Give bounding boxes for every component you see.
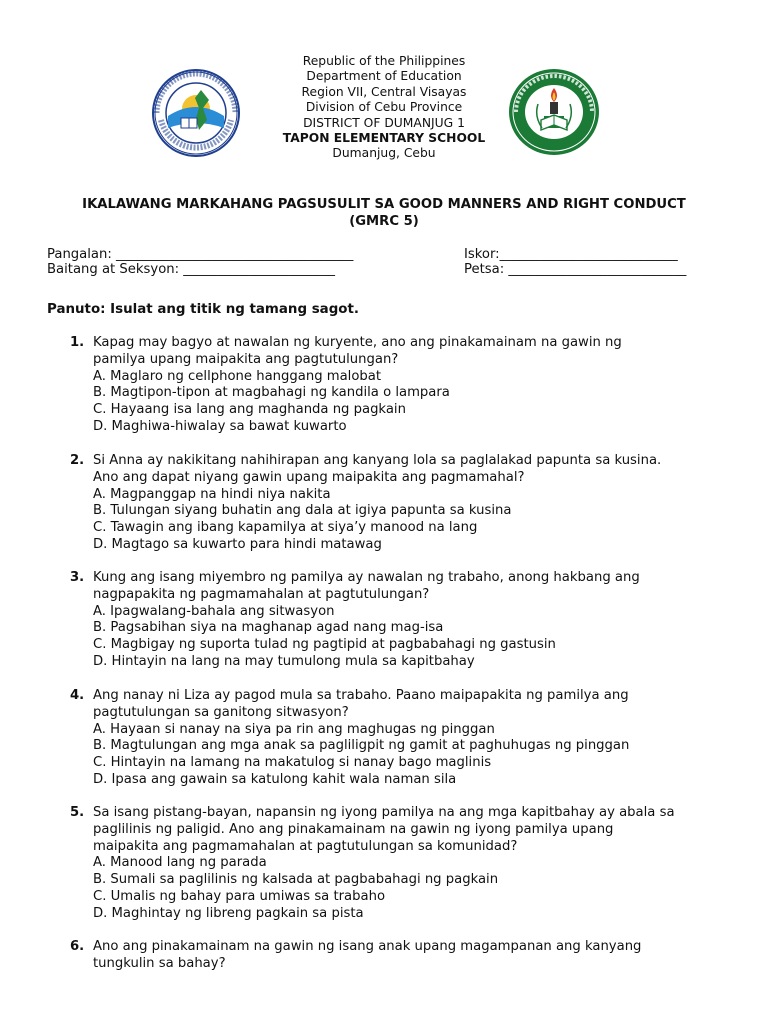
answer-option: B. Magtipon-tipon at magbahagi ng kandila o lampara xyxy=(93,385,450,401)
question-text: Ano ang dapat niyang gawin upang maipakita ang pagmamahal? xyxy=(93,469,525,485)
question-text: pamilya upang maipakita ang pagtutulungan? xyxy=(93,351,399,367)
question-number: 2. xyxy=(70,453,85,468)
name-field[interactable]: Pangalan: ____________________________________ xyxy=(47,247,354,262)
question-text: Kapag may bagyo at nawalan ng kuryente, ano ang pinakamainam na gawin ng xyxy=(93,335,622,350)
answer-option: B. Magtulungan ang mga anak sa pagliligpit ng gamit at paghuhugas ng pinggan xyxy=(93,738,630,754)
date-field[interactable]: Petsa: ___________________________ xyxy=(464,262,687,277)
section-field[interactable]: Baitang at Seksyon: _______________________ xyxy=(47,262,335,277)
question-number: 5. xyxy=(70,805,85,820)
question-number: 1. xyxy=(70,335,85,350)
answer-option: C. Tawagin ang ibang kapamilya at siya’y manood na lang xyxy=(93,520,478,536)
question-text: Kung ang isang miyembro ng pamilya ay nawalan ng trabaho, anong hakbang ang xyxy=(93,570,640,585)
question-item xyxy=(70,805,730,923)
question-text: Si Anna ay nakikitang nahihirapan ang kanyang lola sa paglalakad papunta sa kusina. xyxy=(93,453,662,468)
question-text: maipakita ang pagmamahalan at pagtutulungan sa komunidad? xyxy=(93,838,518,854)
question-item xyxy=(70,453,730,554)
exam-title-line: IKALAWANG MARKAHANG PAGSUSULIT SA GOOD MANNERS AND RIGHT CONDUCT xyxy=(82,197,686,212)
question-text: Ang nanay ni Liza ay pagod mula sa trabaho. Paano maipapakita ng pamilya ang xyxy=(93,688,629,703)
question-text: nagpapakita ng pagmamahalan at pagtutulungan? xyxy=(93,586,430,602)
question-text: Sa isang pistang-bayan, napansin ng iyong pamilya na ang mga kapitbahay ay abala sa xyxy=(93,805,675,820)
answer-option: B. Tulungan siyang buhatin ang dala at igiya papunta sa kusina xyxy=(93,503,512,519)
header-line: DISTRICT OF DUMANJUG 1 xyxy=(303,115,465,130)
question-text: paglilinis ng paligid. Ano ang pinakamainam na gawin ng iyong pamilya upang xyxy=(93,821,614,837)
answer-option: D. Maghintay ng libreng pagkain sa pista xyxy=(93,905,364,921)
answer-option: D. Hintayin na lang na may tumulong mula sa kapitbahay xyxy=(93,653,475,669)
question-number: 6. xyxy=(70,939,85,954)
question-item xyxy=(70,335,730,436)
question-item xyxy=(70,939,730,973)
document-header xyxy=(0,54,768,162)
answer-option: A. Maglaro ng cellphone hanggang malobat xyxy=(93,368,382,384)
exam-title xyxy=(40,196,728,230)
answer-option: A. Ipagwalang-bahala ang sitwasyon xyxy=(93,603,335,619)
exam-title-subject: (GMRC 5) xyxy=(349,214,419,229)
answer-option: D. Ipasa ang gawain sa katulong kahit wala naman sila xyxy=(93,771,457,787)
answer-option: D. Maghiwa-hiwalay sa bawat kuwarto xyxy=(93,418,347,434)
score-field[interactable]: Iskor:___________________________ xyxy=(464,247,678,262)
question-number: 3. xyxy=(70,570,85,585)
school-name: TAPON ELEMENTARY SCHOOL xyxy=(282,131,486,146)
answer-option: C. Hintayin na lamang na makatulog si nanay bago maglinis xyxy=(93,755,492,771)
question-number: 4. xyxy=(70,688,85,703)
question-text: tungkulin sa bahay? xyxy=(93,955,226,971)
instructions: Panuto: Isulat ang titik ng tamang sagot. xyxy=(47,302,359,317)
header-line: Department of Education xyxy=(306,69,462,84)
answer-option: C. Umalis ng bahay para umiwas sa trabaho xyxy=(93,888,386,904)
question-text: pagtutulungan sa ganitong sitwasyon? xyxy=(93,704,349,720)
school-location: Dumanjug, Cebu xyxy=(332,146,436,161)
answer-option: A. Magpanggap na hindi niya nakita xyxy=(93,486,331,502)
answer-option: A. Manood lang ng parada xyxy=(93,855,267,871)
question-text: Ano ang pinakamainam na gawin ng isang anak upang magampanan ang kanyang xyxy=(93,939,642,954)
header-line: Region VII, Central Visayas xyxy=(301,84,467,99)
answer-option: B. Pagsabihan siya na maghanap agad nang mag-isa xyxy=(93,620,444,636)
answer-option: C. Hayaang isa lang ang maghanda ng pagkain xyxy=(93,402,406,418)
question-item xyxy=(70,688,730,789)
question-item xyxy=(70,570,730,671)
answer-option: C. Magbigay ng suporta tulad ng pagtipid at pagbabahagi ng gastusin xyxy=(93,637,556,653)
header-line: Republic of the Philippines xyxy=(302,54,466,68)
answer-option: A. Hayaan si nanay na siya pa rin ang maghugas ng pinggan xyxy=(93,721,495,737)
header-line: Division of Cebu Province xyxy=(305,100,463,115)
answer-option: D. Magtago sa kuwarto para hindi matawag xyxy=(93,536,382,552)
answer-option: B. Sumali sa paglilinis ng kalsada at pagbabahagi ng pagkain xyxy=(93,872,499,888)
